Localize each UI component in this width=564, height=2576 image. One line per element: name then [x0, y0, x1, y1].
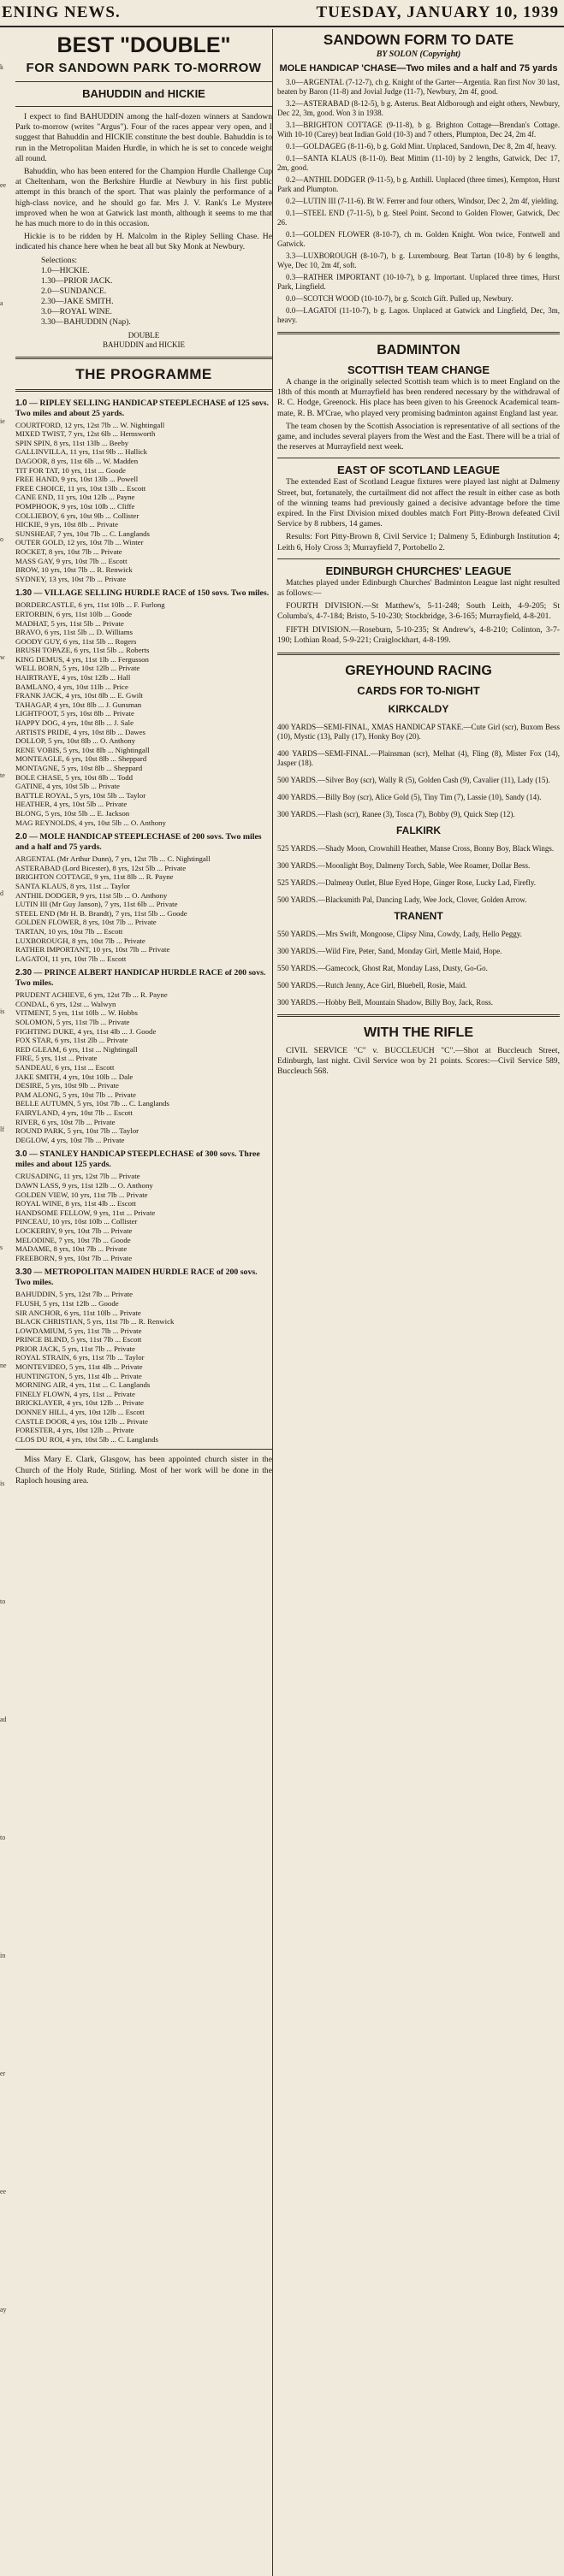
race-separator: — — [27, 398, 40, 408]
race-separator: — — [32, 968, 45, 978]
meeting-name: TRANENT — [394, 910, 443, 923]
race-entry: KING DEMUS, 4 yrs, 11st 1lb ... Fergusson — [15, 654, 149, 664]
race-entry: ASTERABAD (Lord Bicester), 8 yrs, 12st 5lb ... Private — [15, 863, 187, 872]
race-entry: BRUSH TOPAZE, 6 yrs, 11st 5lb ... Roberts — [15, 646, 150, 655]
race-time: 1.0 — [15, 398, 27, 408]
paragraph: 0.3—RATHER IMPORTANT (10-10-7), b g. Important. Unplaced three times, Hurst Park, Lingfield. — [277, 273, 560, 291]
edge-fragment: lf — [0, 1126, 4, 1133]
greyhound-race: 400 YARDS—SEMI-FINAL.—Plainsman (scr), Melhat (4), Fling (8), Mister Fox (14), Jasper (18). — [277, 749, 560, 768]
paragraph: Bahuddin, who has been entered for the Champion Hurdle Challenge Cup at Cheltenham, won the Berkshire Hurdle at Newbury in his first public attempt in this branch of the sport. That was plainly the performance of a high-class novice, and he should go far. Mrs J. V. Rank's Le Mystere improved when he won at Gatwick last month, although it seems to me that he has much more to do in this occasion. — [15, 167, 272, 229]
race-header — [15, 968, 272, 989]
paragraph: I expect to find BAHUDDIN among the half-dozen winners at Sandown Park to-morrow (writes "Argus"). Four of the races appear very open, and I suggest that Bahuddin and HICKIE constitute the best double. Bahuddin is to run in the Metropolitan Maiden Hurdle, in which he is set to concede weight all round. — [15, 112, 272, 163]
divider — [15, 389, 272, 392]
race-entry: TIT FOR TAT, 10 yrs, 11st ... Goode — [15, 465, 126, 475]
headline-best-double: BEST "DOUBLE" — [56, 33, 231, 57]
race-header — [15, 399, 272, 419]
race-entry: BRIGHTON COTTAGE, 9 yrs, 11st 8lb ... R. Payne — [15, 872, 174, 882]
selection-item: 2.0—SUNDANCE. — [41, 286, 107, 296]
greyhound-race: 500 YARDS.—Silver Boy (scr), Wally R (5), Golden Cash (9), Cavalier (11), Lady (15). — [277, 776, 550, 785]
race-entry: HAIRTRAYE, 4 yrs, 10st 12lb ... Hall — [15, 673, 131, 682]
race-entry: BLACK CHRISTIAN, 5 yrs, 11st 7lb ... R. Renwick — [15, 1317, 175, 1326]
race-entry: HICKIE, 9 yrs, 10st 8lb ... Private — [15, 520, 118, 529]
selection-item: 3.30—BAHUDDIN (Nap). — [41, 316, 131, 327]
race-entry: CLOS DU ROI, 4 yrs, 10st 5lb ... C. Langlands — [15, 1434, 158, 1444]
race-entry: WELL BORN, 5 yrs, 10st 12lb ... Private — [15, 664, 140, 673]
race-entry: FLUSH, 5 yrs, 11st 12lb ... Goode — [15, 1298, 119, 1308]
race-entry: GOLDEN VIEW, 10 yrs, 11st 7lb ... Private — [15, 1190, 148, 1199]
race-title: VILLAGE SELLING HURDLE RACE of 150 sovs. Two miles. — [44, 588, 270, 599]
race-entry: OUTER GOLD, 12 yrs, 10st 7lb ... Winter — [15, 538, 144, 547]
footnote: Miss Mary E. Clark, Glasgow, has been appointed church sister in the Church of the Holy Rude, Stirling. Most of her work will be done in the Raploch housing area. — [15, 1455, 272, 1486]
paragraph: FOURTH DIVISION.—St Matthew's, 5-11-248; South Leith, 4-9-205; St Columba's, 4-7-184; Bristo, 5-10-230; Stockbridge, 3-6-165; Murrayfield, 4-8-201. — [277, 601, 560, 622]
edge-fragment: in — [0, 1952, 6, 1959]
edge-fragment: is — [0, 1480, 5, 1487]
race-time: 3.30 — [15, 1267, 33, 1278]
race-entry: DAWN LASS, 9 yrs, 11st 12lb ... O. Anthony — [15, 1180, 153, 1190]
divider — [15, 357, 272, 359]
race-entry: BLONG, 5 yrs, 10st 5lb ... E. Jackson — [15, 808, 130, 818]
meeting-name: KIRKCALDY — [388, 703, 449, 716]
race-separator: — — [32, 588, 45, 599]
edge-fragment: ad — [0, 1716, 7, 1723]
race-entry: FREE HAND, 9 yrs, 10st 13lb ... Powell — [15, 475, 139, 484]
race-entry: PRIOR JACK, 5 yrs, 11st 7lb ... Private — [15, 1344, 135, 1353]
race-entry: BOLE CHASE, 5 yrs, 10st 8lb ... Todd — [15, 772, 134, 782]
east-league-body — [277, 477, 560, 552]
race-entry: FINELY FLOWN, 4 yrs, 11st ... Private — [15, 1389, 135, 1398]
paragraph: 0.2—ANTHIL DODGER (9-11-5), b g. Anthill. Unplaced (three times), Kempton, Hurst Park and Plumpton. — [277, 175, 560, 193]
race-entry: FAIRYLAND, 4 yrs, 10st 7lb ... Escott — [15, 1108, 133, 1118]
paragraph: 3.1—BRIGHTON COTTAGE (9-11-8), b g. Brighton Cottage—Brendan's Cottage. With 10-10 (Carey) beat Indian Gold (10-3) and 7 others, Plumpton, Dec 24, 2m 4f. — [277, 121, 560, 139]
double-label: DOUBLE — [128, 330, 160, 340]
race-entry: BROW, 10 yrs, 10st 7lb ... R. Renwick — [15, 565, 133, 575]
paragraph: The extended East of Scotland League fixtures were played last night at Dalmeny Street, but, fortunately, the curtailment did not affect the result in either case as both of the winning teams had previously gained a decisive advantage before the time expired. In the First Division mixed doubles match Fort Pitty-Brown defeated Civil Service by 8 rubbers, 14 games. — [277, 477, 560, 529]
edge-fragment: d — [0, 889, 3, 897]
race-title: MOLE HANDICAP STEEPLECHASE of 200 sovs. Two miles and a half and 75 yards. — [15, 832, 262, 853]
race-entry: COURTFORD, 12 yrs, 12st 7lb ... W. Nightingall — [15, 420, 165, 429]
race-entry: HAPPY DOG, 4 yrs, 10st 8lb ... J. Sale — [15, 718, 134, 728]
race-header — [15, 832, 272, 853]
masthead — [0, 0, 564, 27]
form-byline: BY SOLON (Copyright) — [376, 50, 461, 59]
paragraph: 0.1—STEEL END (7-11-5), b g. Steel Point. Second to Golden Flower, Gatwick, Dec 26. — [277, 209, 560, 227]
rifle-title: WITH THE RIFLE — [364, 1025, 473, 1041]
greyhound-race: 300 YARDS.—Hobby Bell, Mountain Shadow, Billy Boy, Jack, Ross. — [277, 998, 494, 1007]
race-entry: PRUDENT ACHIEVE, 6 yrs, 12st 7lb ... R. Payne — [15, 990, 168, 1000]
race-entry: MELODINE, 7 yrs, 10st 7lb ... Goode — [15, 1235, 131, 1244]
race-entry: ANTHIL DODGER, 9 yrs, 11st 5lb ... O. Anthony — [15, 890, 168, 900]
edge-fragment: to — [0, 1834, 6, 1841]
right-column — [277, 29, 560, 2576]
paragraph: 3.3—LUXBOROUGH (8-10-7), b g. Luxembourg. Beat Tartan (10-8) by 6 lengths, Wye, Dec 10, 2m 4f, soft. — [277, 251, 560, 269]
greyhound-race: 300 YARDS.—Flash (scr), Ranee (3), Tosca (7), Bobby (9), Quick Step (12). — [277, 810, 515, 819]
race-entry: SANDEAU, 6 yrs, 11st ... Escott — [15, 1063, 115, 1072]
paragraph: 0.2—LUTIN III (7-11-6). Bt W. Ferrer and four others, Windsor, Dec 2, 2m 4f, yielding. — [286, 197, 559, 205]
race-entry: DONNEY HILL, 4 yrs, 10st 12lb ... Escott — [15, 1408, 145, 1417]
badminton-title: BADMINTON — [377, 343, 460, 357]
greyhound-race: 550 YARDS.—Mrs Swift, Mongoose, Clipsy Nina, Cowdy, Lady, Hello Peggy. — [277, 930, 522, 939]
names-heading: BAHUDDIN and HICKIE — [82, 87, 205, 100]
race-entry: MONTEVIDEO, 5 yrs, 11st 4lb ... Private — [15, 1362, 143, 1372]
paragraph: Results: Fort Pitty-Brown 8, Civil Service 1; Dalmeny 5, Edinburgh Institution 4; Leith 6, Holy Cross 3; Murrayfield 7, Portobello 2. — [277, 532, 560, 552]
paragraph: 3.2—ASTERABAD (8-12-5), b g. Asterus. Beat Aldborough and eight others, Newbury, Dec 22, 3m, good. Won 3 in 1938. — [277, 99, 560, 117]
race-entry: TAHAGAP, 4 yrs, 10st 8lb ... J. Gunsman — [15, 700, 142, 709]
race-programme — [15, 399, 272, 1445]
race-entry: HUNTINGTON, 5 yrs, 11st 4lb ... Private — [15, 1371, 142, 1380]
race-entry: FORESTER, 4 yrs, 10st 12lb ... Private — [15, 1426, 134, 1435]
greyhound-race: 500 YARDS.—Blacksmith Pal, Dancing Lady, Wee Jock, Clover, Golden Arrow. — [277, 895, 527, 905]
race-entry: CONDAL, 6 yrs, 12st ... Walwyn — [15, 999, 116, 1008]
greyhound-race: 550 YARDS.—Gamecock, Ghost Rat, Monday Lass, Dusty, Go-Go. — [277, 964, 488, 973]
subhead-sandown: FOR SANDOWN PARK TO-MORROW — [26, 61, 262, 75]
greyhound-cards — [277, 703, 560, 1007]
race-entry: GOLDEN FLOWER, 8 yrs, 10st 7lb ... Private — [15, 918, 157, 927]
race-title: RIPLEY SELLING HANDICAP STEEPLECHASE of 125 sovs. Two miles and about 25 yards. — [15, 398, 270, 418]
race-entry: BRICKLAYER, 4 yrs, 10st 12lb ... Private — [15, 1398, 144, 1408]
race-title: METROPOLITAN MAIDEN HURDLE RACE of 200 sovs. Two miles. — [15, 1267, 258, 1288]
race-entry: LUXBOROUGH, 8 yrs, 10st 7lb ... Private — [15, 936, 145, 945]
form-title: SANDOWN FORM TO DATE — [323, 32, 514, 48]
selections-list — [15, 266, 272, 328]
race-entry: RATHER IMPORTANT, 10 yrs, 10st 7lb ... Private — [15, 945, 170, 954]
selection-item: 1.0—HICKIE. — [41, 265, 90, 275]
selections-label: Selections: — [41, 255, 78, 265]
greyhound-race: 400 YARDS—SEMI-FINAL, XMAS HANDICAP STAKE.—Cute Girl (scr), Buxom Bess (10), Mystic (13), Pally (17), Honky Boy (20). — [277, 723, 560, 741]
race-entry: LUTIN III (Mr Guy Janson), 7 yrs, 11st 6lb ... Private — [15, 900, 178, 909]
race-entry: SOLOMON, 5 yrs, 11st 7lb ... Private — [15, 1018, 130, 1027]
race-entry: ROYAL STRAIN, 6 yrs, 11st 7lb ... Taylor — [15, 1353, 145, 1362]
race-entry: COLLIEBOY, 6 yrs, 10st 9lb ... Collister — [15, 511, 140, 520]
race-separator: — — [32, 1267, 45, 1278]
race-entry: BRAVO, 6 yrs, 11st 5lb ... D. Williams — [15, 628, 134, 637]
race-entry: FOX STAR, 6 yrs, 11st 2lb ... Private — [15, 1036, 128, 1045]
race-entry: SUNSHEAF, 7 yrs, 10st 7lb ... C. Langlands — [15, 529, 150, 538]
edge-fragment: ie — [0, 417, 5, 425]
paragraph: 0.1—GOLDEN FLOWER (8-10-7), ch m. Golden Knight. Won twice, Fontwell and Gatwick. — [277, 230, 560, 248]
race-entry: STEEL END (Mr H. B. Brandt), 7 yrs, 11st 5lb ... Goode — [15, 908, 187, 918]
edge-fragment: ee — [0, 181, 7, 189]
east-league-title: EAST OF SCOTLAND LEAGUE — [337, 464, 500, 477]
race-entry: GATINE, 4 yrs, 10st 5lb ... Private — [15, 782, 120, 791]
race-entry: MORNING AIR, 4 yrs, 11st ... C. Langlands — [15, 1380, 151, 1390]
race-entry: SPIN SPIN, 8 yrs, 11st 13lb ... Beeby — [15, 438, 129, 447]
edge-fragment: te — [0, 771, 5, 779]
race-title: STANLEY HANDICAP STEEPLECHASE of 300 sovs. Three miles and about 125 yards. — [15, 1149, 260, 1170]
cropped-edge-column — [0, 29, 12, 2576]
greyhound-race: 300 YARDS.—Wild Fire, Peter, Sand, Monday Girl, Mettle Maid, Hope. — [277, 947, 502, 956]
race-entry: ERTORBIN, 6 yrs, 11st 10lb ... Goode — [15, 609, 133, 618]
race-entry: CANE END, 11 yrs, 10st 12lb ... Payne — [15, 493, 135, 502]
race-entry: JAKE SMITH, 4 yrs, 10st 10lb ... Dale — [15, 1072, 134, 1081]
divider — [277, 653, 560, 655]
meeting-name: FALKIRK — [396, 824, 441, 837]
race-entry: SYDNEY, 13 yrs, 10st 7lb ... Private — [15, 574, 127, 583]
race-title: PRINCE ALBERT HANDICAP HURDLE RACE of 200 sovs. Two miles. — [15, 968, 266, 989]
race-header — [15, 588, 272, 599]
race-entry: ROYAL WINE, 8 yrs, 11st 4lb ... Escott — [15, 1199, 136, 1208]
greyhound-race: 300 YARDS.—Moonlight Boy, Dalmeny Torch, Sable, Wee Roamer, Dollar Bess. — [277, 861, 531, 871]
left-column — [15, 29, 273, 2576]
race-time: 3.0 — [15, 1149, 27, 1160]
race-entry: SANTA KLAUS, 8 yrs, 11st ... Taylor — [15, 881, 130, 890]
race-entry: POMPHOOK, 9 yrs, 10st 10lb ... Cliffe — [15, 501, 135, 511]
rifle-body — [277, 1046, 560, 1078]
paragraph: Hickie is to be ridden by H. Malcolm in the Ripley Selling Chase. He indicated his chance here when he beat all but Sky Monk at Newbury. — [15, 232, 272, 252]
race-entry: DEGLOW, 4 yrs, 10st 7lb ... Private — [15, 1135, 125, 1144]
selection-item: 2.30—JAKE SMITH. — [41, 296, 114, 306]
race-entry: PINCEAU, 10 yrs, 10st 10lb ... Collister — [15, 1217, 138, 1226]
masthead-date: TUESDAY, JANUARY 10, 1939 — [316, 3, 559, 21]
article-body — [15, 112, 272, 253]
race-entry: ARTISTS PRIDE, 4 yrs, 10st 8lb ... Dawes — [15, 727, 145, 736]
divider — [15, 81, 272, 82]
greyhound-race: 525 YARDS.—Shady Moon, Crownhill Heather, Manse Cross, Bonny Boy, Black Wings. — [277, 844, 555, 854]
form-list — [277, 78, 560, 325]
paragraph: 0.1—GOLDAGEG (8-11-6), b g. Gold Mint. Unplaced, Sandown, Dec 8, 2m 4f, heavy. — [286, 142, 557, 151]
race-entry: HANDSOME FELLOW, 9 yrs, 11st ... Private — [15, 1208, 156, 1217]
edge-fragment: to — [0, 1598, 6, 1605]
divider — [277, 558, 560, 559]
badminton-body — [277, 377, 560, 452]
race-entry: PRINCE BLIND, 5 yrs, 11st 7lb ... Escott — [15, 1335, 142, 1344]
selection-item: 3.0—ROYAL WINE. — [41, 306, 112, 316]
greyhound-race: 525 YARDS.—Dalmeny Outlet, Blue Eyed Hope, Ginger Rose, Lucky Lad, Firefly. — [277, 878, 537, 888]
race-entry: PAM ALONG, 5 yrs, 10st 7lb ... Private — [15, 1090, 136, 1099]
mole-heading: MOLE HANDICAP 'CHASE—Two miles and a half and 75 yards — [279, 63, 558, 74]
race-entry: DOLLOP, 5 yrs, 10st 8lb ... O. Anthony — [15, 736, 136, 746]
race-entry: VITMENT, 5 yrs, 11st 10lb ... W. Hobbs — [15, 1008, 138, 1018]
race-entry: LOWDAMIUM, 5 yrs, 11st 7lb ... Private — [15, 1326, 142, 1335]
paragraph: A change in the originally selected Scottish team which is to meet England on the 18th of this month at Murrayfield has been rendered necessary by the withdrawal of R. C. Hodge, Greenock. His place has been given to his Greenock Academical team-mate, R. B. M'Crae, who played very promising badminton against England last year. — [277, 377, 560, 418]
greyhound-race: 400 YARDS.—Billy Boy (scr), Alice Gold (5), Tiny Tim (7), Lassie (10), Sandy (14). — [277, 793, 542, 802]
greyhound-subhead: CARDS FOR TO-NIGHT — [357, 684, 480, 698]
race-entry: BATTLE ROYAL, 5 yrs, 10st 5lb ... Taylor — [15, 790, 146, 800]
race-entry: MIXED TWIST, 7 yrs, 12st 6lb ... Hemsworth — [15, 429, 156, 439]
masthead-paper-name: ENING NEWS. — [2, 3, 121, 21]
paragraph: 0.0—SCOTCH WOOD (10-10-7), br g. Scotch Gift. Pulled up, Newbury. — [286, 294, 514, 303]
greyhound-title: GREYHOUND RACING — [345, 664, 492, 679]
paragraph: 3.0—ARGENTAL (7-12-7), ch g. Knight of the Garter—Argentia. Ran first Nov 30 last, beaten by Baron (11-8) and Jovial Judge (11-7), Newbury, 2m 4f, good. — [277, 78, 560, 96]
race-entry: BAMLANO, 4 yrs, 10st 11lb ... Price — [15, 682, 128, 691]
race-entry: BELLE AUTUMN, 5 yrs, 10st 7lb ... C. Langlands — [15, 1099, 169, 1108]
paragraph: CIVIL SERVICE "C" v. BUCCLEUCH "C".—Shot at Buccleuch Street, Edinburgh, last night. Civil Service won by 21 points. Scores:—Civil Service 589, Buccleuch 568. — [277, 1046, 560, 1077]
race-entry: FREE CHOICE, 11 yrs, 10st 13lb ... Escott — [15, 483, 146, 493]
race-entry: GOODY GUY, 6 yrs, 11st 5lb ... Rogers — [15, 636, 137, 646]
race-entry: CRUSADING, 11 yrs, 12st 7lb ... Private — [15, 1172, 140, 1181]
race-entry: MADHAT, 5 yrs, 11st 5lb ... Private — [15, 618, 124, 628]
race-entry: MADAME, 8 yrs, 10st 7lb ... Private — [15, 1244, 128, 1254]
race-entry: TARTAN, 10 yrs, 10st 7lb ... Escott — [15, 926, 123, 936]
race-entry: CASTLE DOOR, 4 yrs, 10st 12lb ... Private — [15, 1416, 148, 1426]
race-entry: LAGATOI, 11 yrs, 10st 7lb ... Escott — [15, 954, 127, 963]
divider — [277, 332, 560, 334]
race-header — [15, 1267, 272, 1288]
race-entry: FREEBORN, 9 yrs, 10st 7lb ... Private — [15, 1253, 133, 1262]
race-entry: BORDERCASTLE, 6 yrs, 11st 10lb ... F. Furlong — [15, 600, 165, 610]
race-entry: LOCKERBY, 9 yrs, 10st 7lb ... Private — [15, 1226, 133, 1235]
churches-league-title: EDINBURGH CHURCHES' LEAGUE — [325, 564, 512, 577]
divider — [15, 1449, 272, 1450]
race-entry: MONTEAGLE, 6 yrs, 10st 8lb ... Sheppard — [15, 754, 147, 764]
race-entry: SIR ANCHOR, 6 yrs, 11st 10lb ... Private — [15, 1308, 141, 1317]
race-entry: ROCKET, 8 yrs, 10st 7lb ... Private — [15, 547, 122, 556]
programme-title: THE PROGRAMME — [75, 365, 212, 382]
race-time: 1.30 — [15, 588, 33, 599]
selection-item: 1.30—PRIOR JACK. — [41, 275, 113, 286]
edge-fragment: o — [0, 535, 3, 543]
edge-fragment: w — [0, 653, 5, 661]
divider — [277, 1014, 560, 1017]
race-time: 2.30 — [15, 968, 33, 978]
race-entry: FRANK JACK, 4 yrs, 10st 8lb ... E. Gwilt — [15, 691, 144, 700]
race-separator: — — [27, 1149, 40, 1160]
race-entry: DAGOOR, 8 yrs, 11st 6lb ... W. Madden — [15, 457, 139, 466]
race-entry: MONTAGNE, 5 yrs, 10st 8lb ... Sheppard — [15, 764, 143, 773]
race-entry: FIRE, 5 yrs, 11st ... Private — [15, 1054, 98, 1063]
race-entry: BAHUDDIN, 5 yrs, 12st 7lb ... Private — [15, 1290, 134, 1299]
churches-league-body — [277, 578, 560, 646]
paragraph: Matches played under Edinburgh Churches' Badminton League last night resulted as follows:— — [277, 577, 560, 599]
race-entry: FIGHTING DUKE, 4 yrs, 11st 4lb ... J. Goode — [15, 1026, 157, 1036]
race-entry: RIVER, 6 yrs, 10st 7lb ... Private — [15, 1117, 116, 1126]
paragraph: 0.0—LAGATOI (11-10-7), b g. Lagos. Unplaced at Gatwick and Lingfield, Dec, 3m, heavy. — [277, 306, 560, 324]
edge-fragment: is — [0, 1007, 5, 1015]
race-entry: LIGHTFOOT, 5 yrs, 10st 8lb ... Private — [15, 709, 134, 718]
paragraph: FIFTH DIVISION.—Roseburn, 5-10-235; St Andrew's, 4-8-210; Colinton, 3-7-190; Lothian Road, 5-9-221; Craiglockhart, 4-8-199. — [277, 624, 560, 645]
divider — [15, 106, 272, 107]
edge-fragment: ee — [0, 2188, 7, 2195]
race-entry: RED GLEAM, 6 yrs, 11st ... Nightingall — [15, 1044, 138, 1054]
race-header — [15, 1149, 272, 1170]
edge-fragment: a — [0, 299, 3, 307]
double-names: BAHUDDIN and HICKIE — [103, 340, 185, 349]
paragraph: 0.1—SANTA KLAUS (8-11-0). Beat Mittim (11-10) by 2 lengths, Gatwick, Dec 17, 2m, good. — [277, 154, 560, 172]
race-entry: GALLINVILLA, 11 yrs, 11st 9lb ... Hallick — [15, 447, 148, 457]
race-entry: RENE VOBIS, 5 yrs, 10st 8lb ... Nightingall — [15, 745, 150, 754]
race-separator: — — [27, 832, 40, 842]
race-entry: DESIRE, 5 yrs, 10st 9lb ... Private — [15, 1081, 119, 1090]
greyhound-race: 500 YARDS.—Rutch Jenny, Ace Girl, Bluebell, Rosie, Maid. — [277, 981, 467, 990]
race-entry: ARGENTAL (Mr Arthur Dunn), 7 yrs, 12st 7lb ... C. Nightingall — [15, 854, 211, 864]
paragraph: The team chosen by the Scottish Association is representative of all sections of the game, and includes several players from the West and the East. There will be a trial of the reserves at Murrayfield next week. — [277, 421, 560, 452]
edge-fragment: s — [0, 1244, 3, 1251]
edge-fragment: ne — [0, 1362, 7, 1369]
race-entry: MAG REYNOLDS, 4 yrs, 10st 5lb ... O. Anthony — [15, 818, 166, 827]
race-entry: MASS GAY, 9 yrs, 10st 7lb ... Escott — [15, 556, 128, 565]
edge-fragment: ay — [0, 2306, 7, 2313]
edge-fragment: k — [0, 63, 3, 71]
race-entry: ROUND PARK, 5 yrs, 10st 7lb ... Taylor — [15, 1126, 140, 1136]
badminton-subhead: SCOTTISH TEAM CHANGE — [347, 363, 490, 376]
race-time: 2.0 — [15, 832, 27, 842]
edge-fragment: er — [0, 2070, 6, 2077]
race-entry: HEATHER, 4 yrs, 10st 5lb ... Private — [15, 800, 128, 809]
